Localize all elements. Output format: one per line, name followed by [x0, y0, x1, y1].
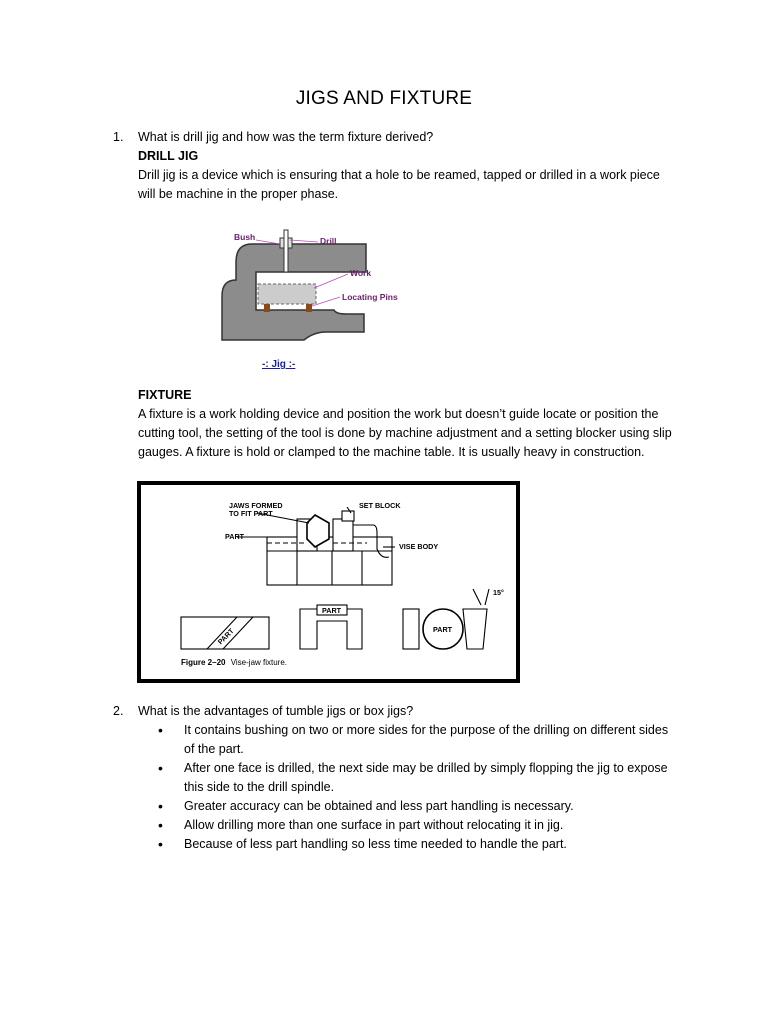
label-part-diagonal: PART	[215, 626, 236, 647]
svg-text:Figure 2–20 Vise-jaw fix	[181, 658, 287, 667]
list-item: • Because of less part handling so less time needed to handle the part.	[138, 835, 678, 854]
fixture-caption-text: Vise-jaw fixture.	[230, 658, 288, 667]
label-jaws-line1: JAWS FORMED	[229, 501, 283, 510]
drill-bit	[284, 230, 288, 272]
drill-jig-paragraph: Drill jig is a device which is ensuring that a hole to be reamed, tapped or drilled in a work piece will be machine in the proper phase.	[138, 168, 660, 201]
label-angle: 15°	[493, 588, 504, 597]
label-part: PART	[225, 532, 245, 541]
label-part-circle: PART	[433, 625, 453, 634]
question-text: What is drill jig and how was the term fixture derived?	[138, 130, 434, 144]
list-item: • It contains bushing on two or more sides for the purpose of the drilling on different sides of the part.	[138, 721, 678, 759]
fixture-heading: FIXTURE	[138, 388, 192, 402]
advantages-list	[138, 721, 678, 854]
drill-jig-heading: DRILL JIG	[138, 149, 199, 163]
list-item: • Allow drilling more than one surface in part without relocating it in jig.	[138, 816, 678, 835]
jig-diagram	[214, 222, 414, 374]
angled-block	[463, 609, 487, 649]
work-piece	[258, 284, 316, 304]
list-item: • After one face is drilled, the next side may be drilled by simply flopping the jig to expose this side to the drill spindle.	[138, 759, 678, 797]
fixture-caption-number: Figure 2–20	[181, 658, 226, 667]
label-bush: Bush	[234, 232, 256, 242]
label-locating-pins: Locating Pins	[342, 292, 398, 302]
jaw-right	[333, 519, 353, 551]
label-jaws-line2: TO FIT PART	[229, 509, 273, 518]
question-text: What is the advantages of tumble jigs or box jigs?	[138, 704, 414, 718]
label-part-box: PART	[322, 606, 342, 615]
list-item: • Greater accuracy can be obtained and less part handling is necessary.	[138, 797, 678, 816]
vise-base	[267, 537, 392, 585]
fixture-paragraph: A fixture is a work holding device and position the work but doesn’t guide locate or position the cutting tool, the setting of the tool is done by machine adjustment and a setting blocker using slip gauges. A fixture is hold or clamped to the machine table. It is usually heavy in construction.	[138, 407, 672, 459]
label-work: Work	[350, 268, 372, 278]
vise-jaw-fixture-diagram	[137, 481, 520, 683]
locating-pin-left	[264, 304, 270, 312]
drill-jig-section	[138, 147, 678, 204]
label-drill: Drill	[320, 236, 337, 246]
question-number: 1.	[113, 130, 124, 144]
jig-caption: -: Jig :-	[262, 359, 296, 370]
document-title: JIGS AND FIXTURE	[295, 88, 473, 109]
label-vise-body: VISE BODY	[399, 542, 439, 551]
label-set-block: SET BLOCK	[359, 501, 401, 510]
question-number: 2.	[113, 704, 124, 718]
set-block	[342, 511, 354, 521]
fixture-section	[138, 386, 678, 462]
round-part-left-block	[403, 609, 419, 649]
locating-pin-right	[306, 304, 312, 312]
